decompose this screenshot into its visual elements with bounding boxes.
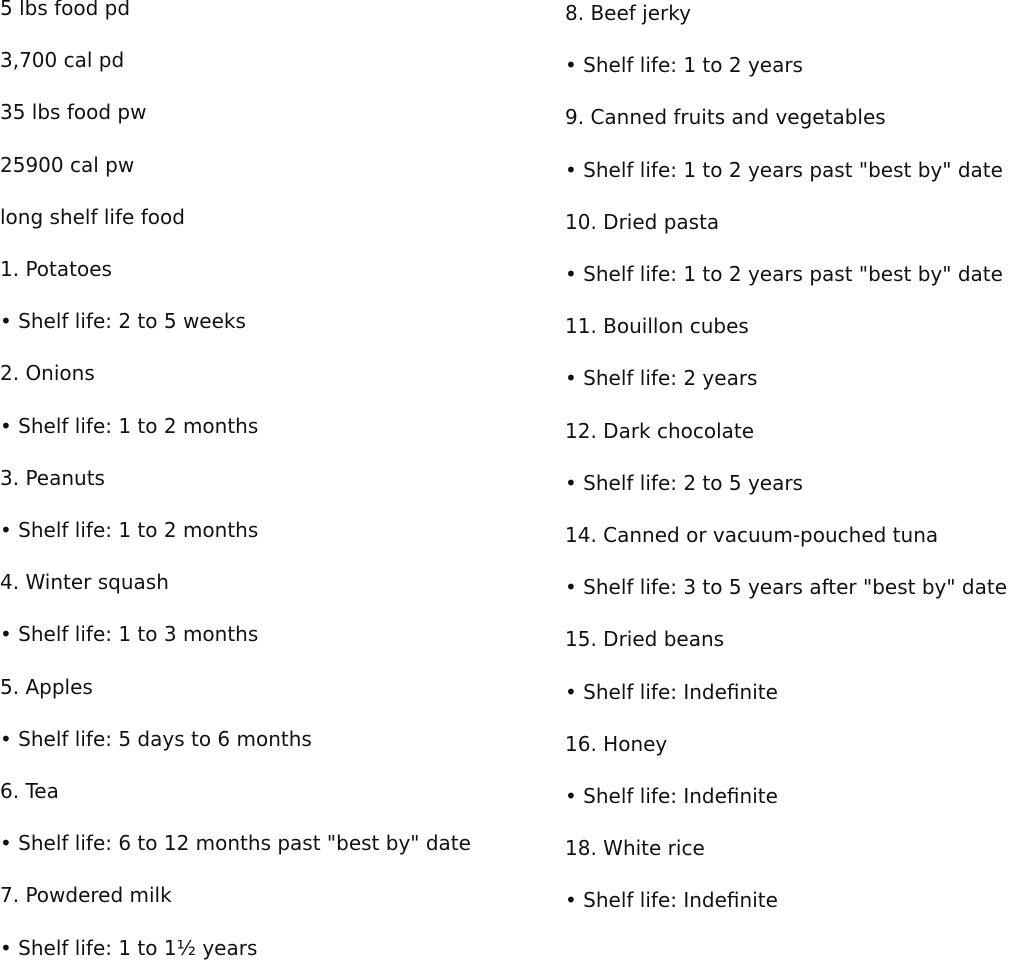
- food-line: 10. Dried pasta: [565, 209, 720, 234]
- shelf-life-line: • Shelf life: 1 to 1½ years: [0, 935, 258, 960]
- shelf-life-line: • Shelf life: 1 to 2 months: [0, 413, 259, 438]
- food-line: long shelf life food: [0, 204, 185, 229]
- shelf-life-line: • Shelf life: 6 to 12 months past "best by" date: [0, 831, 471, 856]
- food-line: 25900 cal pw: [0, 152, 135, 177]
- shelf-life-line: • Shelf life: Indefinite: [565, 679, 778, 704]
- food-line: 5. Apples: [0, 674, 93, 699]
- shelf-life-line: • Shelf life: Indefinite: [565, 888, 778, 913]
- food-line: 12. Dark chocolate: [565, 418, 755, 443]
- food-line: 9. Canned fruits and vegetables: [565, 105, 886, 130]
- shelf-life-line: • Shelf life: Indefinite: [565, 784, 778, 808]
- food-line: 4. Winter squash: [0, 570, 169, 595]
- food-line: 6. Tea: [0, 779, 59, 803]
- shelf-life-line: • Shelf life: 1 to 2 years past "best by" date: [565, 157, 1003, 182]
- food-line: 5 lbs food pd: [0, 0, 131, 20]
- food-line: 2. Onions: [0, 361, 95, 386]
- food-line: 14. Canned or vacuum-pouched tuna: [565, 523, 939, 547]
- food-line: 3. Peanuts: [0, 465, 105, 490]
- shelf-life-line: • Shelf life: 1 to 2 years past "best by" date: [565, 262, 1003, 286]
- food-line: 35 lbs food pw: [0, 100, 147, 125]
- food-line: 15. Dried beans: [565, 627, 725, 652]
- shelf-life-line: • Shelf life: 2 to 5 weeks: [0, 309, 246, 334]
- food-line: 11. Bouillon cubes: [565, 314, 749, 339]
- shelf-life-line: • Shelf life: 2 to 5 years: [565, 470, 803, 495]
- food-line: 8. Beef jerky: [565, 1, 691, 25]
- food-line: 16. Honey: [565, 731, 668, 756]
- shelf-life-line: • Shelf life: 1 to 3 months: [0, 622, 259, 647]
- food-line: 18. White rice: [565, 836, 705, 861]
- shelf-life-line: • Shelf life: 2 years: [565, 366, 758, 391]
- shelf-life-line: • Shelf life: 3 to 5 years after "best by" date: [565, 575, 1008, 600]
- shelf-life-line: • Shelf life: 1 to 2 months: [0, 518, 259, 542]
- food-line: 1. Potatoes: [0, 257, 112, 281]
- shelf-life-line: • Shelf life: 5 days to 6 months: [0, 726, 312, 751]
- shelf-life-line: • Shelf life: 1 to 2 years: [565, 53, 803, 78]
- food-line: 3,700 cal pd: [0, 48, 125, 73]
- food-line: 7. Powdered milk: [0, 883, 172, 908]
